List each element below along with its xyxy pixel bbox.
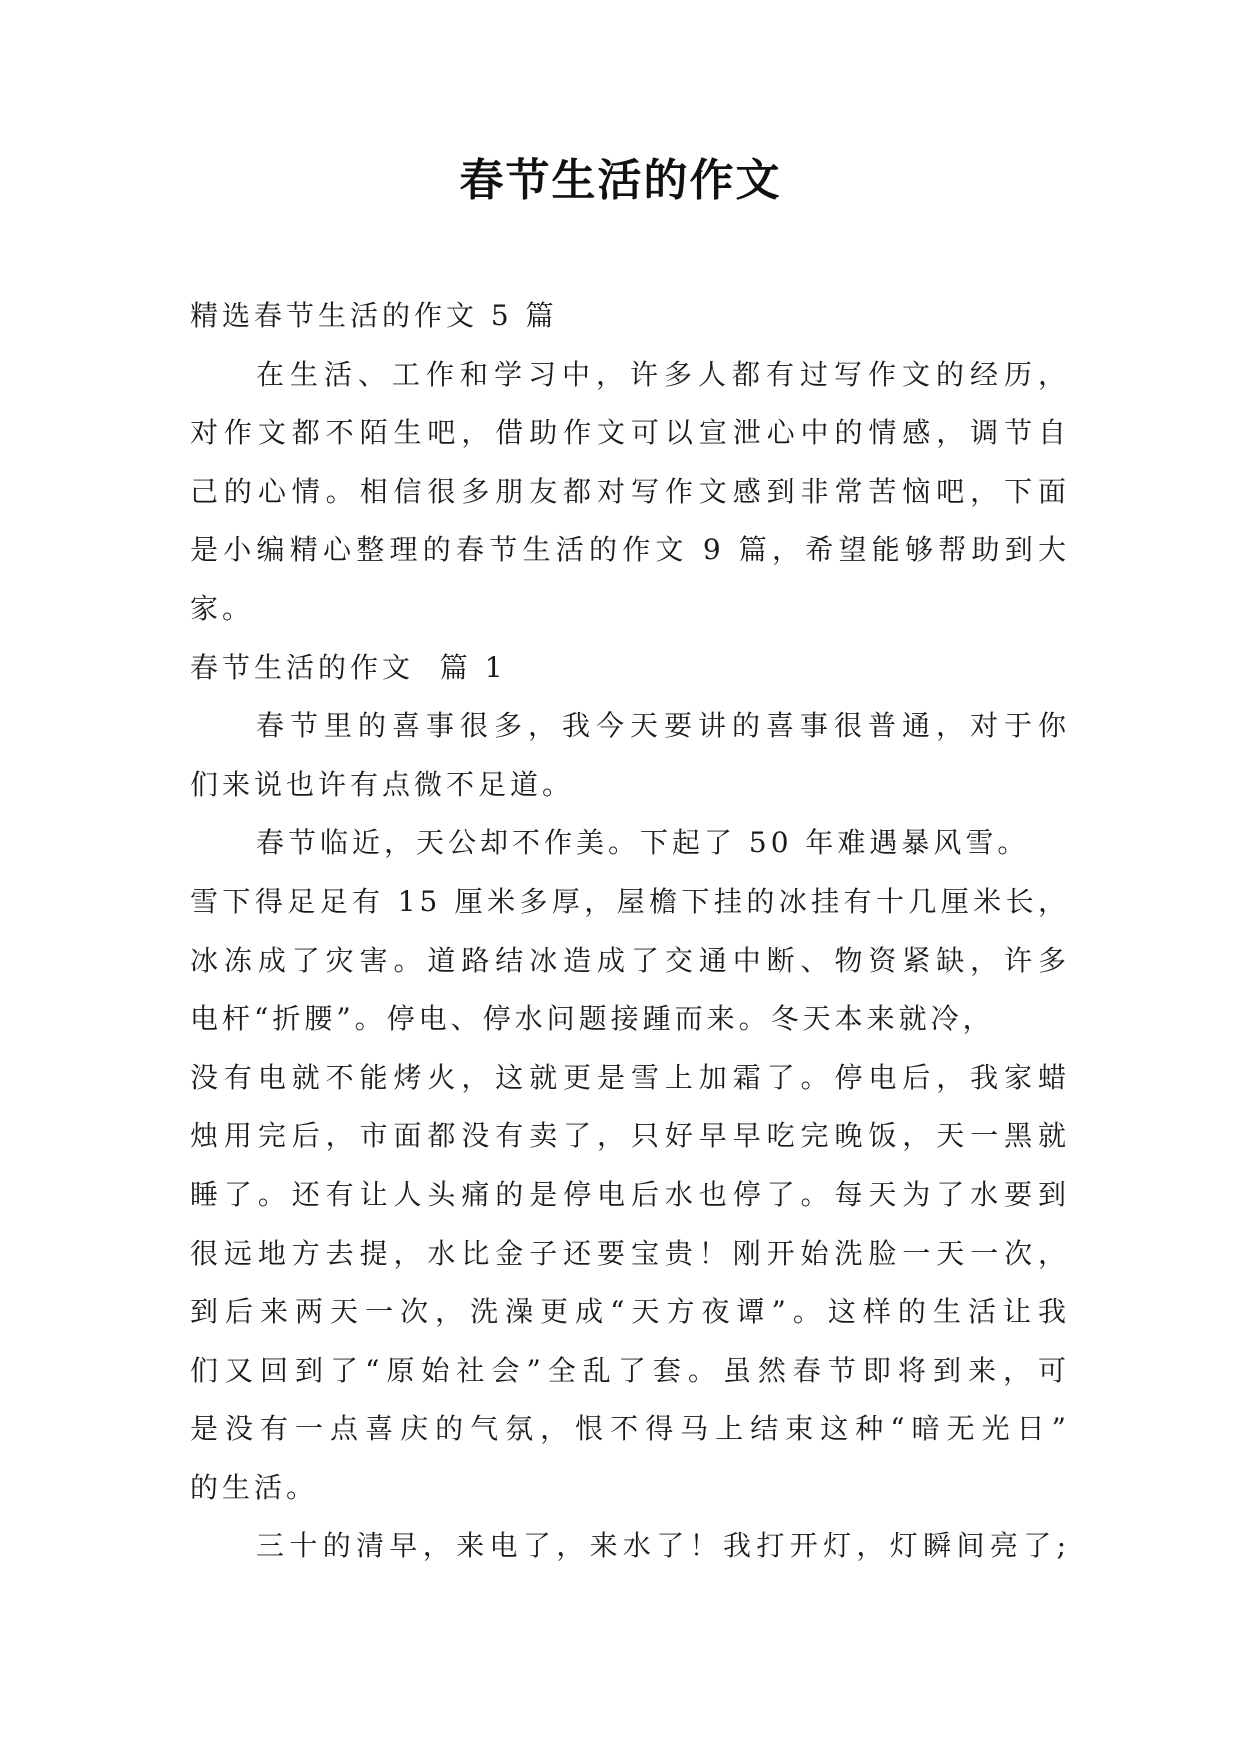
paragraph-line: 的生活。	[190, 1470, 319, 1504]
paragraph-line: 烛用完后，市面都没有卖了，只好早早吃完晚饭，天一黑就	[190, 1119, 1070, 1153]
paragraph-line: 冰冻成了灾害。道路结冰造成了交通中断、物资紧缺，许多	[190, 943, 1070, 977]
paragraph-line: 是小编精心整理的春节生活的作文 9 篇，希望能够帮助到大	[190, 533, 1070, 567]
paragraph-line: 没有电就不能烤火，这就更是雪上加霜了。停电后，我家蜡	[190, 1060, 1070, 1094]
paragraph-line: 们来说也许有点微不足道。	[190, 767, 575, 801]
paragraph-line: 对作文都不陌生吧，借助作文可以宣泄心中的情感，调节自	[190, 416, 1070, 450]
intro-heading: 精选春节生活的作文 5 篇	[190, 299, 558, 332]
paragraph-line: 家。	[190, 591, 255, 625]
section-heading: 春节生活的作文 篇 1	[190, 650, 507, 684]
document-body	[190, 287, 1070, 1576]
paragraph-line: 春节里的喜事很多，我今天要讲的喜事很普通，对于你	[256, 709, 1070, 743]
paragraph-line: 三十的清早，来电了，来水了！我打开灯，灯瞬间亮了;	[256, 1529, 1070, 1563]
paragraph-line: 己的心情。相信很多朋友都对写作文感到非常苦恼吧，下面	[190, 474, 1070, 508]
paragraph-line: 电杆“折腰”。停电、停水问题接踵而来。冬天本来就冷，	[190, 1002, 995, 1036]
paragraph-line: 雪下得足足有 15 厘米多厚，屋檐下挂的冰挂有十几厘米长，	[190, 884, 1070, 918]
paragraph-line: 到后来两天一次，洗澡更成“天方夜谭”。这样的生活让我	[190, 1295, 1070, 1329]
paragraph-line: 们又回到了“原始社会”全乱了套。虽然春节即将到来，可	[190, 1353, 1070, 1387]
paragraph-line: 是没有一点喜庆的气氛，恨不得马上结束这种“暗无光日”	[190, 1412, 1070, 1446]
document-title: 春节生活的作文	[459, 155, 782, 206]
paragraph-line: 很远地方去提，水比金子还要宝贵！刚开始洗脸一天一次，	[190, 1236, 1070, 1270]
paragraph-line: 睡了。还有让人头痛的是停电后水也停了。每天为了水要到	[190, 1177, 1070, 1211]
paragraph-line: 在生活、工作和学习中，许多人都有过写作文的经历，	[256, 357, 1070, 391]
paragraph-line: 春节临近，天公却不作美。下起了 50 年难遇暴风雪。	[256, 826, 1030, 860]
